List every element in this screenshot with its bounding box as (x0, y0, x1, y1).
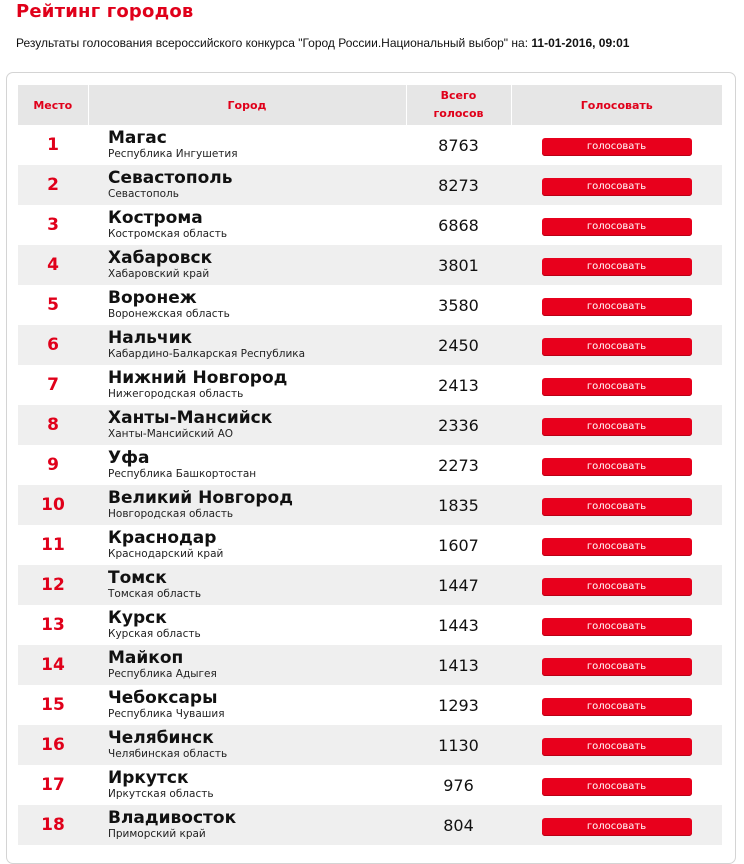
city-name: Севастополь (108, 168, 233, 188)
table-row (18, 165, 722, 205)
place-number: 10 (18, 485, 88, 525)
vote-button[interactable]: голосовать (542, 418, 692, 436)
city-name: Краснодар (108, 528, 217, 548)
city-name: Великий Новгород (108, 488, 293, 508)
results-date: 11-01-2016, 09:01 (531, 36, 630, 50)
city-region: Хабаровский край (108, 268, 210, 280)
vote-cell (511, 485, 722, 525)
city-cell (88, 645, 406, 685)
vote-count: 8273 (406, 165, 511, 205)
vote-button[interactable]: голосовать (542, 618, 692, 636)
table-row (18, 805, 722, 845)
place-number: 9 (47, 455, 59, 475)
city-cell (88, 685, 406, 725)
city-name: Чебоксары (108, 688, 218, 708)
place-number: 5 (47, 295, 59, 315)
rating-table (18, 85, 722, 845)
city-region: Краснодарский край (108, 548, 224, 560)
vote-cell (511, 765, 722, 805)
vote-button[interactable]: голосовать (542, 218, 692, 236)
city-region: Республика Ингушетия (108, 148, 238, 160)
vote-cell (511, 805, 722, 845)
city-name: Магас (108, 128, 167, 148)
place-number: 3 (47, 215, 59, 235)
place-number: 8 (18, 405, 88, 445)
city-name: Челябинск (108, 728, 214, 748)
table-row (18, 725, 722, 765)
table-row (18, 285, 722, 325)
place-number: 12 (18, 565, 88, 605)
vote-button[interactable]: голосовать (542, 698, 692, 716)
city-region: Новгородская область (108, 508, 234, 520)
city-cell (88, 285, 406, 325)
page-title: Рейтинг городов (16, 1, 194, 22)
vote-cell (511, 285, 722, 325)
place-number: 11 (41, 535, 65, 555)
vote-button[interactable]: голосовать (542, 178, 692, 196)
vote-cell (511, 165, 722, 205)
city-region: Иркутская область (108, 788, 214, 800)
city-cell (88, 485, 406, 525)
vote-count: 3580 (438, 295, 479, 315)
city-region: Ханты-Мансийский АО (108, 428, 234, 440)
place-number: 14 (18, 645, 88, 685)
city-cell (88, 565, 406, 605)
table-row (18, 125, 722, 165)
vote-button[interactable]: голосовать (542, 458, 692, 476)
table-row (18, 365, 722, 405)
place-number: 18 (18, 805, 88, 845)
subtitle-text: Результаты голосования всероссийского конкурса "Город России.Национальный выбор" на: (16, 36, 529, 50)
city-cell (88, 445, 406, 485)
column-header-votes (406, 85, 511, 125)
vote-button[interactable]: голосовать (542, 538, 692, 556)
place-number: 13 (41, 615, 65, 635)
vote-cell (511, 565, 722, 605)
city-region: Кабардино-Балкарская Республика (108, 348, 306, 360)
table-row (18, 525, 722, 565)
place-number: 6 (18, 325, 88, 365)
vote-count: 2273 (438, 455, 479, 475)
city-name: Нижний Новгород (108, 368, 288, 388)
vote-cell (511, 365, 722, 405)
vote-cell (511, 325, 722, 365)
city-region: Челябинская область (108, 748, 228, 760)
vote-cell (511, 445, 722, 485)
rating-table-header (18, 85, 722, 125)
city-region: Севастополь (108, 188, 179, 200)
city-name: Хабаровск (108, 248, 213, 268)
city-name: Курск (108, 608, 167, 628)
vote-cell (511, 645, 722, 685)
column-header-place: Место (18, 85, 88, 125)
city-cell (88, 365, 406, 405)
vote-button[interactable]: голосовать (542, 138, 692, 156)
city-name: Томск (108, 568, 167, 588)
vote-count: 1293 (438, 695, 479, 715)
place-number: 7 (47, 375, 59, 395)
vote-button[interactable]: голосовать (542, 658, 692, 676)
table-row (18, 685, 722, 725)
city-name: Воронеж (108, 288, 197, 308)
city-cell (88, 245, 406, 285)
city-region: Республика Чувашия (108, 708, 225, 720)
vote-count: 1413 (406, 645, 511, 685)
city-cell (88, 725, 406, 765)
table-row (18, 245, 722, 285)
table-row (18, 445, 722, 485)
city-cell (88, 125, 406, 165)
column-header-votes-line1: Всего (440, 89, 477, 102)
place-number: 4 (18, 245, 88, 285)
place-number: 15 (41, 695, 65, 715)
city-region: Республика Башкортостан (108, 468, 257, 480)
place-number: 1 (47, 135, 59, 155)
city-region: Томская область (108, 588, 202, 600)
vote-count: 3801 (406, 245, 511, 285)
table-row (18, 205, 722, 245)
city-region: Нижегородская область (108, 388, 244, 400)
vote-button[interactable]: голосовать (542, 578, 692, 596)
vote-count: 2413 (438, 375, 479, 395)
rating-table-body (18, 125, 722, 845)
vote-cell (511, 205, 722, 245)
table-row (18, 605, 722, 645)
vote-count: 1130 (406, 725, 511, 765)
place-number: 16 (18, 725, 88, 765)
vote-cell (511, 245, 722, 285)
table-row (18, 565, 722, 605)
vote-cell (511, 405, 722, 445)
table-row (18, 325, 722, 365)
city-name: Уфа (108, 448, 150, 468)
vote-count: 6868 (438, 215, 479, 235)
vote-button[interactable]: голосовать (542, 738, 692, 756)
vote-count: 804 (406, 805, 511, 845)
vote-count: 1447 (406, 565, 511, 605)
vote-count: 8763 (438, 135, 479, 155)
city-cell (88, 605, 406, 645)
city-name: Ханты-Мансийск (108, 408, 273, 428)
vote-button[interactable]: голосовать (542, 498, 692, 516)
city-region: Республика Адыгея (108, 668, 217, 680)
city-region: Приморский край (108, 828, 206, 840)
vote-count: 2336 (406, 405, 511, 445)
vote-count: 1835 (406, 485, 511, 525)
city-region: Воронежская область (108, 308, 230, 320)
vote-count: 1607 (438, 535, 479, 555)
table-row (18, 765, 722, 805)
column-header-vote: Голосовать (511, 85, 722, 125)
table-row (18, 485, 722, 525)
city-name: Владивосток (108, 808, 237, 828)
vote-cell (511, 125, 722, 165)
city-name: Майкоп (108, 648, 184, 668)
vote-cell (511, 725, 722, 765)
column-header-city: Город (88, 85, 406, 125)
vote-cell (511, 525, 722, 565)
city-cell (88, 525, 406, 565)
city-name: Кострома (108, 208, 203, 228)
vote-cell (511, 605, 722, 645)
vote-count: 2450 (406, 325, 511, 365)
results-subtitle (16, 36, 629, 50)
vote-button[interactable]: голосовать (542, 258, 692, 276)
city-cell (88, 205, 406, 245)
city-cell (88, 325, 406, 365)
city-cell (88, 165, 406, 205)
city-cell (88, 805, 406, 845)
place-number: 17 (41, 775, 65, 795)
city-cell (88, 405, 406, 445)
vote-count: 976 (443, 775, 474, 795)
place-number: 2 (18, 165, 88, 205)
city-region: Костромская область (108, 228, 228, 240)
vote-button[interactable]: голосовать (542, 378, 692, 396)
vote-button[interactable]: голосовать (542, 818, 692, 836)
city-name: Иркутск (108, 768, 189, 788)
vote-count: 1443 (438, 615, 479, 635)
vote-cell (511, 685, 722, 725)
table-row (18, 405, 722, 445)
column-header-votes-line2: голосов (433, 107, 484, 120)
vote-button[interactable]: голосовать (542, 778, 692, 796)
city-cell (88, 765, 406, 805)
city-region: Курская область (108, 628, 201, 640)
vote-button[interactable]: голосовать (542, 298, 692, 316)
city-name: Нальчик (108, 328, 193, 348)
table-row (18, 645, 722, 685)
vote-button[interactable]: голосовать (542, 338, 692, 356)
